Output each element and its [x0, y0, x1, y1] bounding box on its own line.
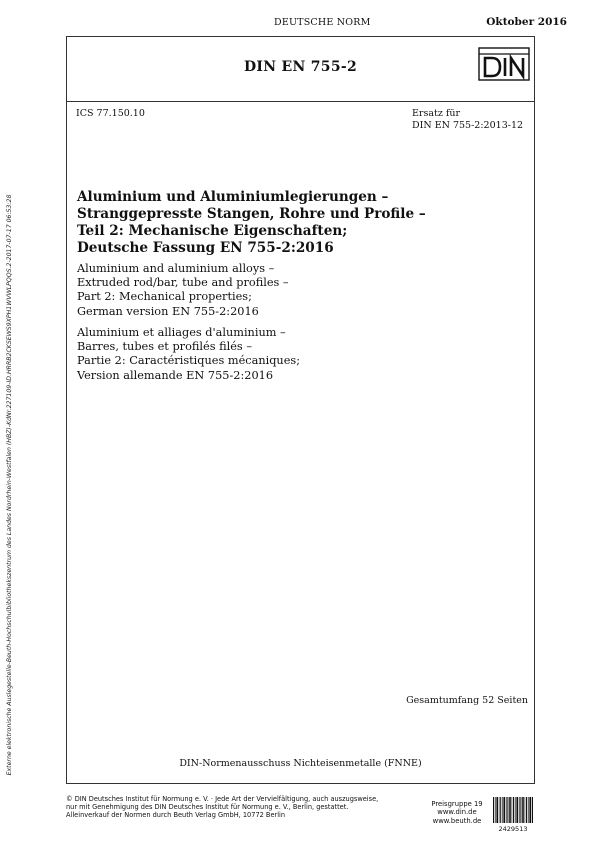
- copyright-line: © DIN Deutsches Institut für Normung e. V. · Jede Art der Vervielfältigung, auch auszugsweise,: [66, 795, 379, 803]
- barcode: [493, 797, 533, 823]
- price-group: Preisgruppe 19: [431, 800, 483, 808]
- document-series-label: DEUTSCHE NORM: [274, 17, 371, 28]
- replaced-standard: DIN EN 755-2:2013-12: [412, 120, 524, 131]
- title-line: Deutsche Fassung EN 755-2:2016: [77, 240, 334, 256]
- din-logo: [478, 47, 530, 81]
- standards-committee: DIN-Normenausschuss Nichteisenmetalle (FNNE): [179, 758, 422, 769]
- title-line: Version allemande EN 755-2:2016: [77, 368, 274, 382]
- title-line: Stranggepresste Stangen, Rohre und Profile –: [77, 206, 426, 222]
- title-french: [77, 326, 517, 383]
- copyright-notice: [66, 795, 406, 820]
- title-line: Aluminium and aluminium alloys –: [77, 262, 275, 275]
- replacement-info: [412, 108, 523, 132]
- title-line: Part 2: Mechanical properties;: [77, 290, 252, 304]
- title-english: [77, 262, 517, 319]
- title-line: German version EN 755-2:2016: [77, 304, 259, 318]
- barcode-number: 2429513: [498, 825, 528, 833]
- publication-date: Oktober 2016: [486, 16, 567, 28]
- title-line: Barres, tubes et profilés filés –: [77, 340, 252, 354]
- price-info: [428, 800, 486, 825]
- din-website: www.din.de: [437, 808, 477, 817]
- header-divider: [67, 101, 534, 102]
- beuth-website: www.beuth.de: [432, 816, 482, 825]
- title-line: Aluminium et alliages d'aluminium –: [77, 326, 286, 339]
- total-pages: Gesamtumfang 52 Seiten: [406, 695, 528, 706]
- title-german: [77, 189, 517, 257]
- copyright-line: nur mit Genehmigung des DIN Deutsches Institut für Normung e. V., Berlin, gestattet.: [66, 803, 349, 812]
- title-line: Extruded rod/bar, tube and profiles –: [77, 276, 289, 290]
- document-number: DIN EN 755-2: [243, 59, 358, 75]
- ics-code: ICS 77.150.10: [76, 108, 145, 119]
- cover-frame: [66, 36, 535, 784]
- copyright-line: Alleinverkauf der Normen durch Beuth Verlag GmbH, 10772 Berlin: [66, 811, 286, 820]
- title-line: Partie 2: Caractéristiques mécaniques;: [77, 354, 300, 368]
- title-line: Teil 2: Mechanische Eigenschaften;: [77, 223, 348, 239]
- replacement-label: Ersatz für: [412, 108, 461, 119]
- title-line: Aluminium und Aluminiumlegierungen –: [77, 189, 389, 205]
- side-watermark: Externe elektronische Auslegestelle-Beuth-Hochschulbibliothekszentrum des Landes Nordrhein-Westfalen (HBZ)-KdNr.227109-ID.HRRB2CKSEWS9XPH1WVWLPQQS.2-2017-07-17 06:53:28: [6, 194, 13, 776]
